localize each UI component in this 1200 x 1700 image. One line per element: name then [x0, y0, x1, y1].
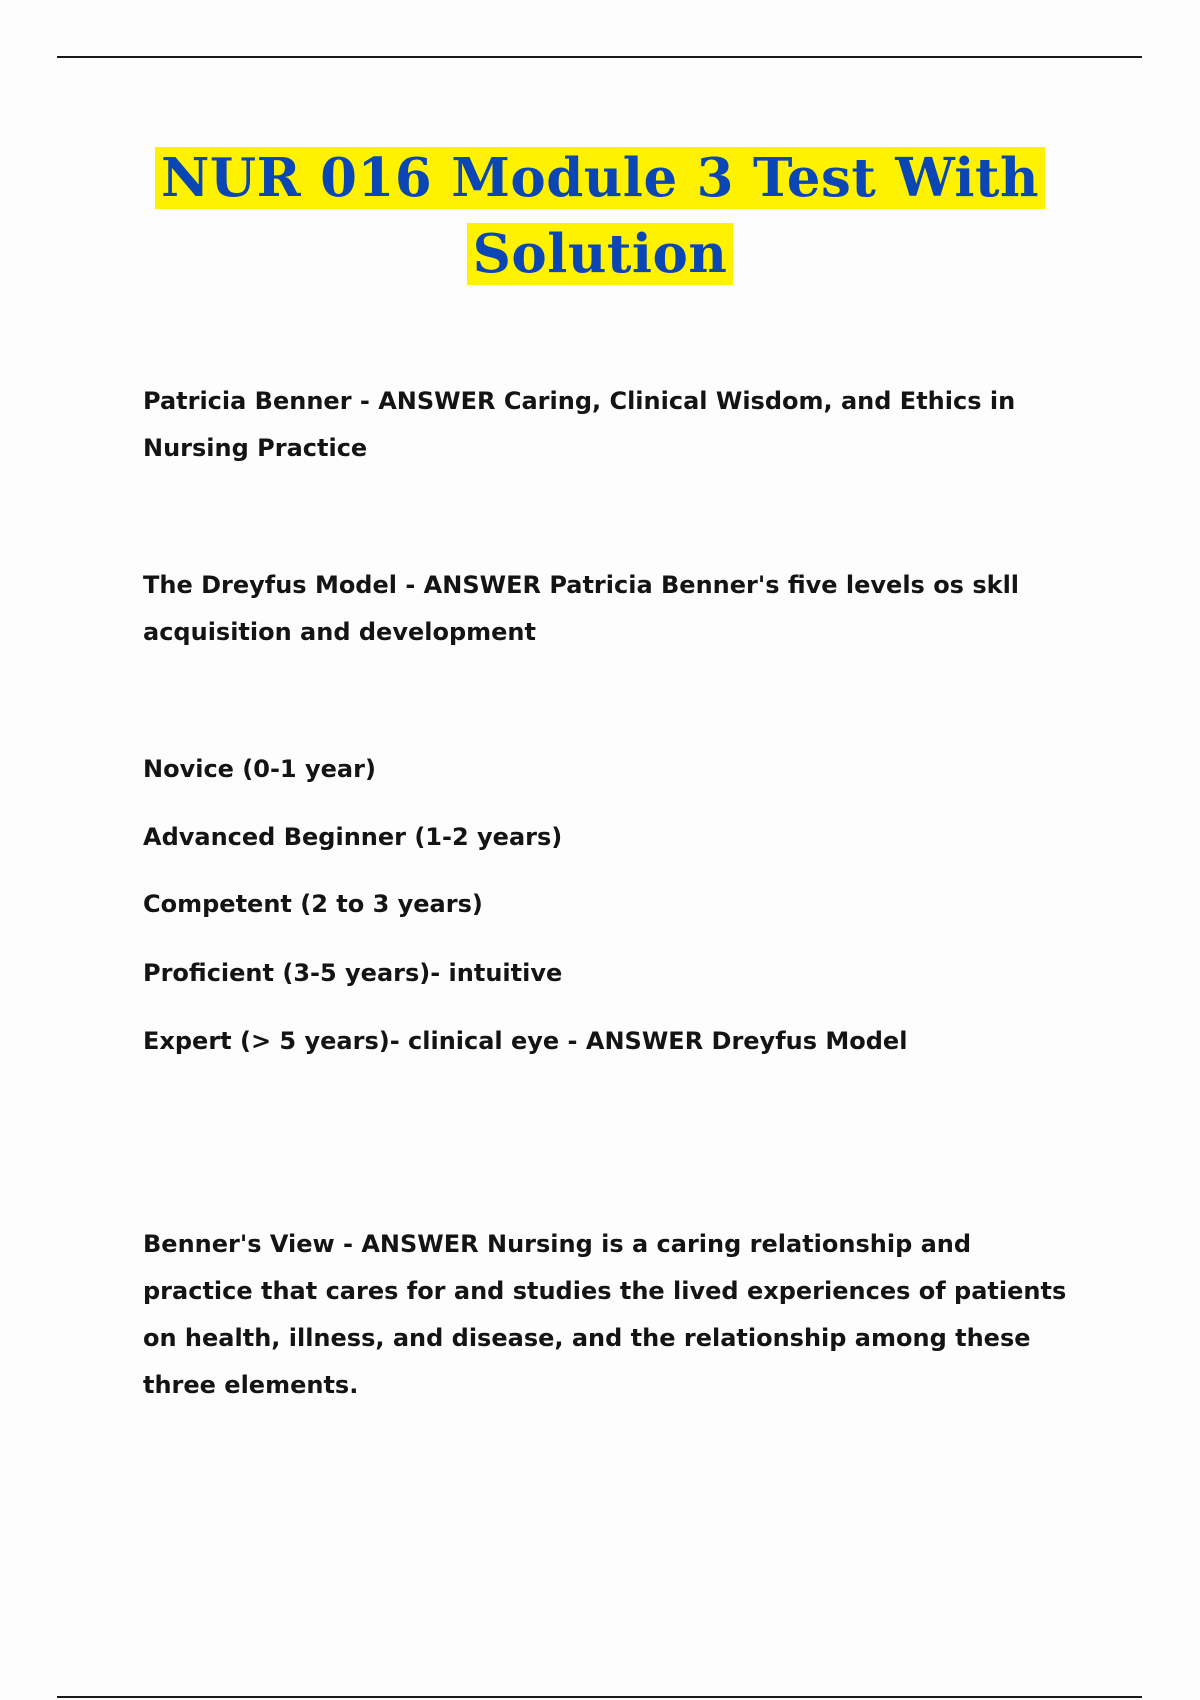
level-advanced-beginner: Advanced Beginner (1-2 years) — [143, 823, 563, 851]
title-line-1: NUR 016 Module 3 Test With — [155, 147, 1045, 209]
level-novice: Novice (0-1 year) — [143, 755, 376, 783]
header-rule — [57, 56, 1142, 58]
level-proficient: Proficient (3-5 years)- intuitive — [143, 959, 563, 987]
footer-rule — [57, 1696, 1142, 1698]
qa-card-dreyfus-model: The Dreyfus Model - ANSWER Patricia Benner's five levels os skll acquisition and development — [143, 571, 1020, 646]
qa-card-patricia-benner: Patricia Benner - ANSWER Caring, Clinical Wisdom, and Ethics in Nursing Practice — [143, 387, 1016, 462]
level-expert: Expert (> 5 years)- clinical eye - ANSWER Dreyfus Model — [143, 1027, 908, 1055]
title-line-2: Solution — [467, 223, 734, 285]
document-title — [0, 140, 1200, 292]
qa-card-benners-view: Benner's View - ANSWER Nursing is a caring relationship and practice that cares for and studies the lived experiences of patients on health, illness, and disease, and the relationship among these three elements. — [143, 1230, 1067, 1399]
level-competent: Competent (2 to 3 years) — [143, 890, 483, 918]
